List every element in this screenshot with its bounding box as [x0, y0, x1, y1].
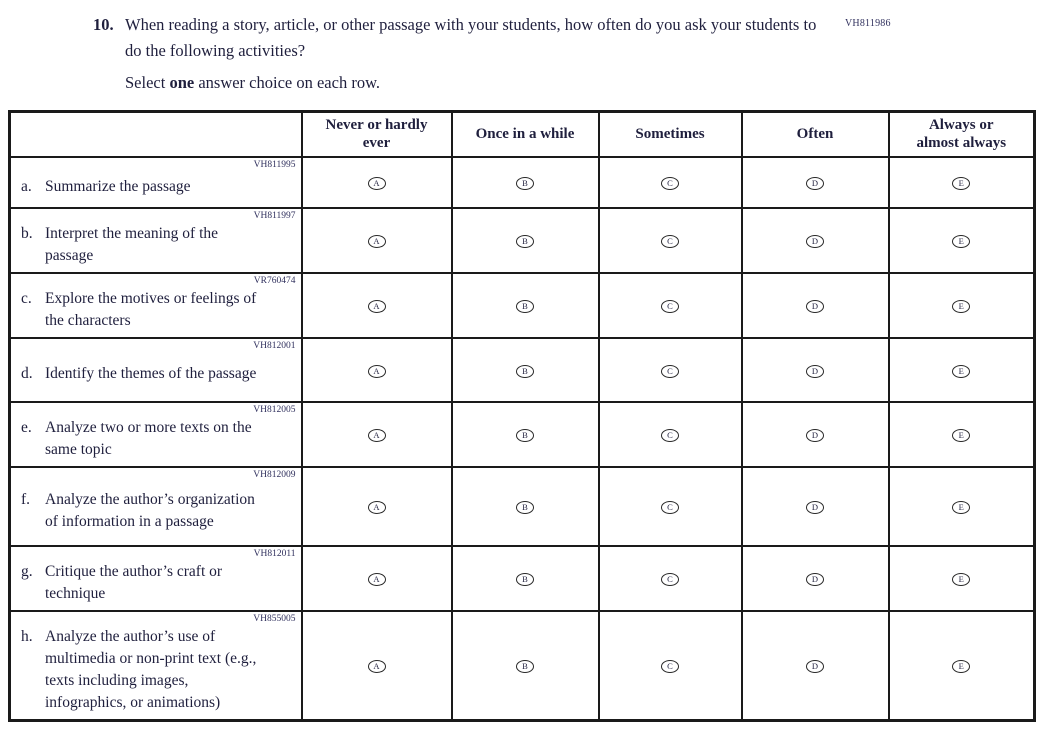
option-bubble-a[interactable]: A — [368, 235, 386, 248]
answer-cell[interactable] — [889, 208, 1035, 273]
row-letter: h. — [21, 627, 33, 645]
question-block — [93, 12, 1042, 64]
option-bubble-a[interactable]: A — [368, 501, 386, 514]
row-label-text: Explore the motives or feelings of the characters — [45, 289, 257, 329]
answer-cell[interactable] — [889, 402, 1035, 467]
answer-cell[interactable] — [302, 338, 452, 402]
column-header-once-in-a-while: Once in a while — [452, 112, 599, 157]
row-label-cell — [10, 273, 302, 338]
option-bubble-e[interactable]: E — [952, 365, 970, 378]
row-label-text: Critique the author’s craft or technique — [45, 562, 223, 602]
instruction-prefix: Select — [125, 73, 166, 92]
column-header-sometimes: Sometimes — [599, 112, 742, 157]
option-bubble-c[interactable]: C — [661, 573, 679, 586]
answer-cell[interactable] — [742, 611, 889, 721]
table-row — [10, 611, 1035, 721]
table-row — [10, 467, 1035, 546]
option-bubble-d[interactable]: D — [806, 429, 824, 442]
option-bubble-e[interactable]: E — [952, 660, 970, 673]
option-bubble-d[interactable]: D — [806, 235, 824, 248]
column-header-always-or-almost-always: Always or almost always — [889, 112, 1035, 157]
answer-cell[interactable] — [452, 157, 599, 208]
row-label-text: Analyze two or more texts on the same topic — [45, 418, 252, 458]
option-bubble-d[interactable]: D — [806, 177, 824, 190]
answer-cell[interactable] — [889, 546, 1035, 611]
row-letter: b. — [21, 224, 33, 242]
row-label-cell — [10, 546, 302, 611]
answer-cell[interactable] — [599, 157, 742, 208]
row-code: VH855005 — [253, 613, 296, 624]
column-header-often: Often — [742, 112, 889, 157]
answer-cell[interactable] — [742, 467, 889, 546]
row-code: VR760474 — [253, 275, 296, 286]
answer-cell[interactable] — [889, 338, 1035, 402]
row-label-text: Interpret the meaning of the passage — [45, 224, 219, 264]
row-code: VH812005 — [253, 404, 296, 415]
row-letter: a. — [21, 177, 32, 195]
answer-cell[interactable] — [302, 546, 452, 611]
option-bubble-a[interactable]: A — [368, 365, 386, 378]
option-bubble-b[interactable]: B — [516, 501, 534, 514]
option-bubble-b[interactable]: B — [516, 235, 534, 248]
answer-cell[interactable] — [599, 402, 742, 467]
row-letter: d. — [21, 365, 33, 382]
answer-cell[interactable] — [599, 546, 742, 611]
answer-cell[interactable] — [302, 611, 452, 721]
answer-cell[interactable] — [599, 338, 742, 402]
answer-cell[interactable] — [302, 273, 452, 338]
option-bubble-e[interactable]: E — [952, 573, 970, 586]
option-bubble-b[interactable]: B — [516, 365, 534, 378]
question-text: When reading a story, article, or other passage with your students, how often do you ask your students to do the following activities? — [125, 15, 817, 60]
answer-cell[interactable] — [452, 273, 599, 338]
page-accession-code: VH811986 — [845, 18, 891, 29]
answer-cell[interactable] — [742, 402, 889, 467]
option-bubble-a[interactable]: A — [368, 177, 386, 190]
option-bubble-a[interactable]: A — [368, 429, 386, 442]
row-letter: c. — [21, 289, 32, 307]
answer-cell[interactable] — [302, 467, 452, 546]
option-bubble-e[interactable]: E — [952, 235, 970, 248]
option-bubble-c[interactable]: C — [661, 660, 679, 673]
answer-cell[interactable] — [302, 402, 452, 467]
instruction-bold-word: one — [169, 73, 195, 92]
answer-cell[interactable] — [742, 273, 889, 338]
row-letter: e. — [21, 418, 32, 436]
option-bubble-b[interactable]: B — [516, 177, 534, 190]
row-label — [21, 351, 295, 385]
answer-cell[interactable] — [742, 338, 889, 402]
option-bubble-a[interactable]: A — [368, 573, 386, 586]
answer-cell[interactable] — [889, 611, 1035, 721]
answer-cell[interactable] — [889, 157, 1035, 208]
row-label-text: Identify the themes of the passage — [45, 365, 257, 382]
option-bubble-e[interactable]: E — [952, 177, 970, 190]
answer-cell[interactable] — [302, 157, 452, 208]
answer-cell[interactable] — [452, 402, 599, 467]
answer-cell[interactable] — [742, 546, 889, 611]
row-label-cell — [10, 208, 302, 273]
row-label-cell — [10, 338, 302, 402]
corner-cell — [10, 112, 302, 157]
option-bubble-c[interactable]: C — [661, 365, 679, 378]
row-label-cell — [10, 402, 302, 467]
row-code: VH812009 — [253, 469, 296, 480]
table-row — [10, 338, 1035, 402]
table-row — [10, 273, 1035, 338]
answer-cell[interactable] — [302, 208, 452, 273]
table-row — [10, 208, 1035, 273]
row-label-text: Analyze the author’s use of multimedia or non-print text (e.g., texts including images, infographics, or animations) — [45, 627, 257, 711]
questionnaire-page — [0, 12, 1042, 737]
table-row — [10, 402, 1035, 467]
answer-cell[interactable] — [742, 208, 889, 273]
answer-cell[interactable] — [599, 611, 742, 721]
option-bubble-b[interactable]: B — [516, 660, 534, 673]
row-label-text: Analyze the author’s organization of information in a passage — [45, 490, 255, 530]
column-header-never-or-hardly-ever: Never or hardly ever — [302, 112, 452, 157]
instruction-line — [125, 70, 1042, 96]
answer-matrix-table — [8, 110, 1036, 722]
answer-cell[interactable] — [452, 546, 599, 611]
row-letter: f. — [21, 490, 31, 508]
option-bubble-c[interactable]: C — [661, 501, 679, 514]
option-bubble-d[interactable]: D — [806, 573, 824, 586]
answer-cell[interactable] — [889, 467, 1035, 546]
answer-cell[interactable] — [452, 208, 599, 273]
row-label-text: Summarize the passage — [45, 177, 191, 195]
option-bubble-a[interactable]: A — [368, 300, 386, 313]
instruction-suffix: answer choice on each row. — [198, 73, 381, 92]
option-bubble-e[interactable]: E — [952, 300, 970, 313]
row-code: VH811997 — [253, 210, 296, 221]
option-bubble-e[interactable]: E — [952, 501, 970, 514]
row-code: VH812001 — [253, 340, 296, 351]
table-row — [10, 157, 1035, 208]
answer-cell[interactable] — [742, 157, 889, 208]
answer-cell[interactable] — [599, 273, 742, 338]
answer-cell[interactable] — [599, 467, 742, 546]
option-bubble-c[interactable]: C — [661, 300, 679, 313]
row-code: VH812011 — [253, 548, 296, 559]
option-bubble-d[interactable]: D — [806, 660, 824, 673]
option-bubble-b[interactable]: B — [516, 300, 534, 313]
option-bubble-e[interactable]: E — [952, 429, 970, 442]
option-bubble-b[interactable]: B — [516, 573, 534, 586]
option-bubble-d[interactable]: D — [806, 501, 824, 514]
row-code: VH811995 — [253, 159, 296, 170]
table-row — [10, 546, 1035, 611]
header-row — [10, 112, 1035, 157]
answer-cell[interactable] — [452, 611, 599, 721]
option-bubble-a[interactable]: A — [368, 660, 386, 673]
row-label-cell — [10, 157, 302, 208]
option-bubble-d[interactable]: D — [806, 300, 824, 313]
row-label — [21, 614, 295, 714]
option-bubble-c[interactable]: C — [661, 235, 679, 248]
option-bubble-b[interactable]: B — [516, 429, 534, 442]
answer-cell[interactable] — [452, 338, 599, 402]
answer-cell[interactable] — [599, 208, 742, 273]
row-label-cell — [10, 611, 302, 721]
option-bubble-c[interactable]: C — [661, 177, 679, 190]
row-letter: g. — [21, 562, 33, 580]
answer-cell[interactable] — [452, 467, 599, 546]
option-bubble-d[interactable]: D — [806, 365, 824, 378]
row-label — [21, 477, 295, 533]
row-label-cell — [10, 467, 302, 546]
question-number: 10. — [93, 15, 114, 34]
option-bubble-c[interactable]: C — [661, 429, 679, 442]
answer-cell[interactable] — [889, 273, 1035, 338]
